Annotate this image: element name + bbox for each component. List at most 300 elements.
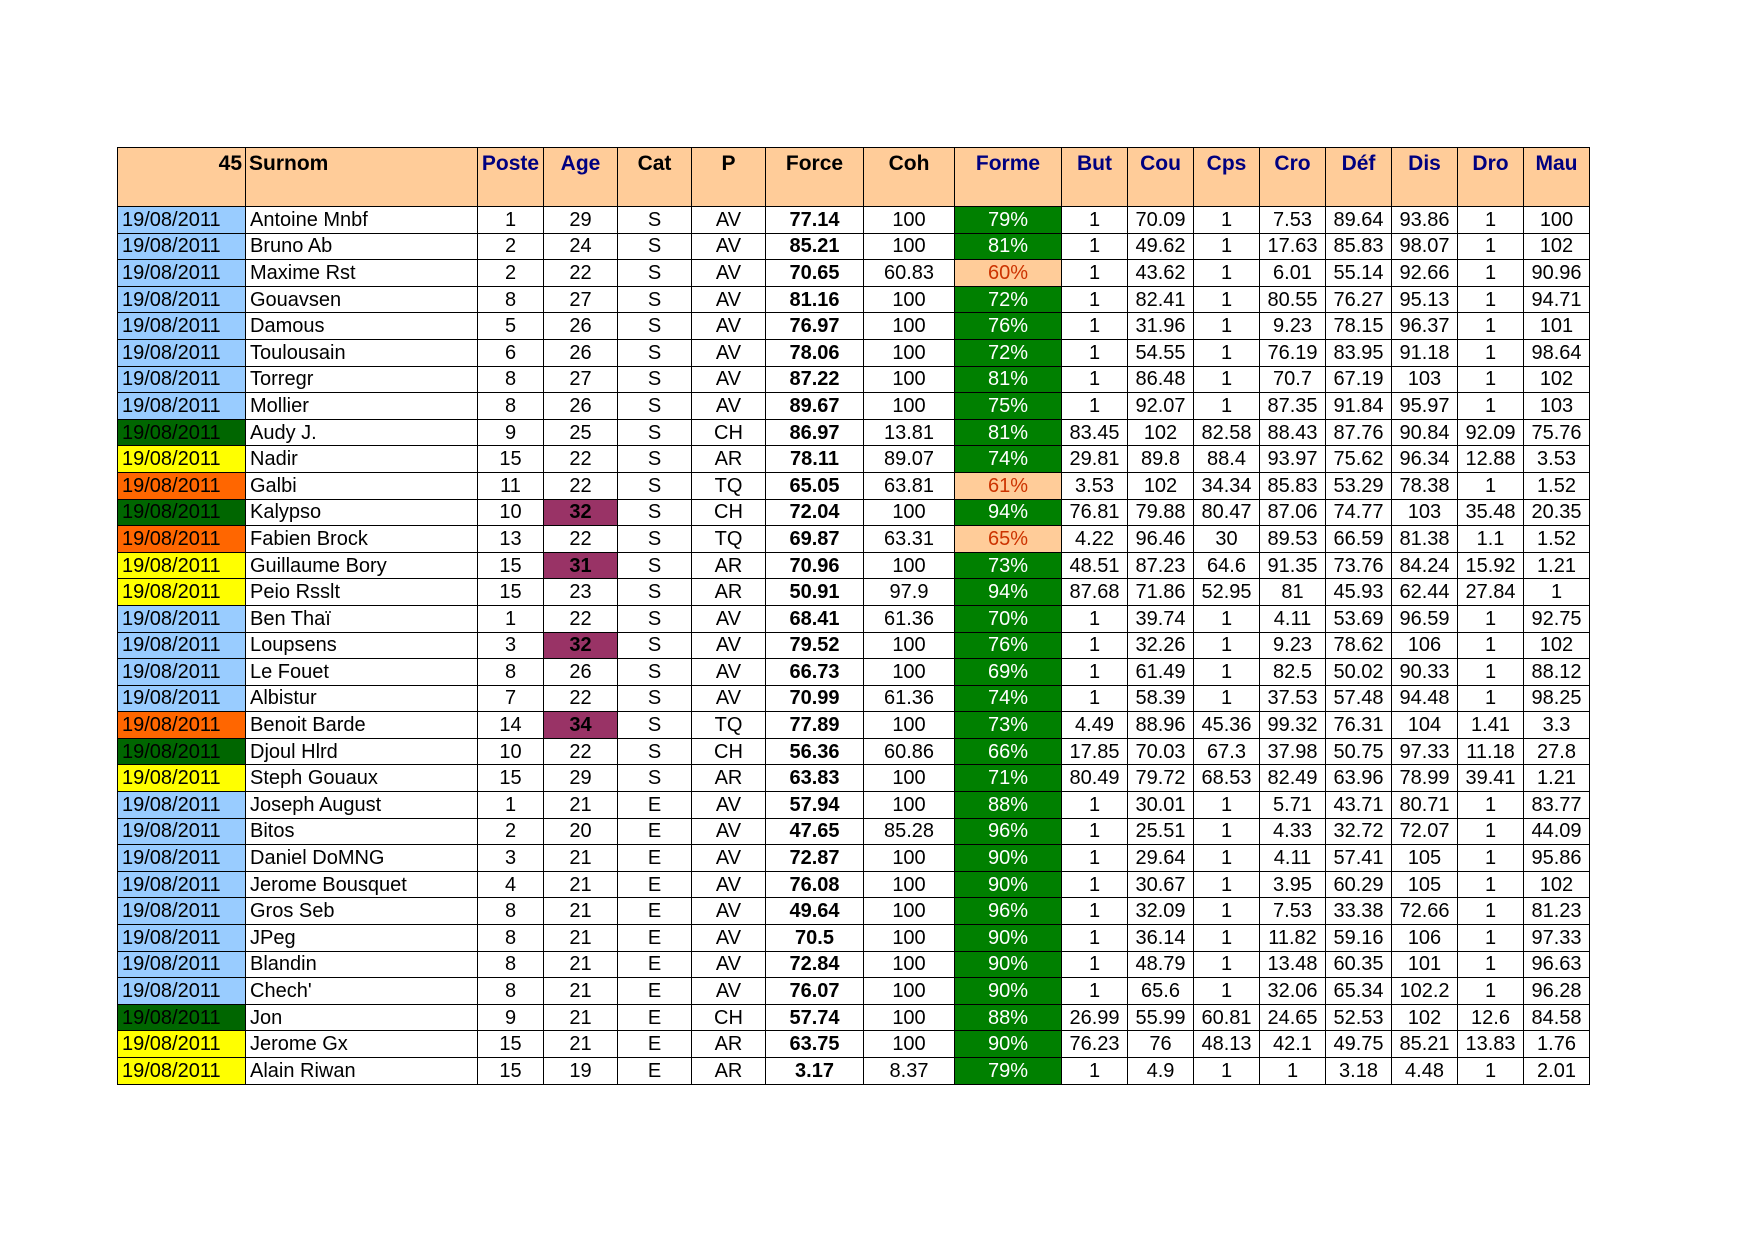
cell-def: 74.77 [1326, 499, 1392, 526]
cell-mau: 90.96 [1524, 260, 1590, 287]
cell-dis: 105 [1392, 871, 1458, 898]
cell-dro: 1 [1458, 871, 1524, 898]
cell-def: 67.19 [1326, 366, 1392, 393]
cell-cat: S [618, 765, 692, 792]
cell-age: 21 [544, 1004, 618, 1031]
cell-cps: 1 [1194, 685, 1260, 712]
cell-cat: S [618, 313, 692, 340]
cell-dro: 1 [1458, 366, 1524, 393]
cell-date: 19/08/2011 [118, 579, 246, 606]
cell-poste: 7 [478, 685, 544, 712]
cell-dis: 96.59 [1392, 605, 1458, 632]
cell-but: 1 [1062, 818, 1128, 845]
cell-coh: 60.83 [864, 260, 955, 287]
cell-def: 78.15 [1326, 313, 1392, 340]
cell-cro: 32.06 [1260, 978, 1326, 1005]
cell-force: 81.16 [766, 286, 864, 313]
table-row [118, 260, 1590, 287]
cell-cps: 1 [1194, 632, 1260, 659]
cell-cro: 1 [1260, 1058, 1326, 1085]
cell-date: 19/08/2011 [118, 871, 246, 898]
cell-dro: 1 [1458, 393, 1524, 420]
cell-cps: 52.95 [1194, 579, 1260, 606]
cell-cat: E [618, 1004, 692, 1031]
cell-p: AV [692, 845, 766, 872]
header-cat: Cat [618, 148, 692, 207]
cell-p: AV [692, 951, 766, 978]
table-row [118, 951, 1590, 978]
cell-p: AV [692, 978, 766, 1005]
cell-mau: 102 [1524, 366, 1590, 393]
cell-dro: 1 [1458, 632, 1524, 659]
cell-poste: 8 [478, 286, 544, 313]
cell-age: 29 [544, 765, 618, 792]
cell-cat: S [618, 260, 692, 287]
cell-dis: 72.66 [1392, 898, 1458, 925]
cell-forme: 81% [955, 233, 1062, 260]
cell-coh: 100 [864, 339, 955, 366]
cell-dro: 15.92 [1458, 552, 1524, 579]
cell-dis: 101 [1392, 951, 1458, 978]
cell-def: 57.48 [1326, 685, 1392, 712]
header-forme: Forme [955, 148, 1062, 207]
cell-dis: 94.48 [1392, 685, 1458, 712]
cell-date: 19/08/2011 [118, 659, 246, 686]
cell-date: 19/08/2011 [118, 738, 246, 765]
cell-poste: 8 [478, 951, 544, 978]
cell-cat: E [618, 845, 692, 872]
cell-coh: 100 [864, 659, 955, 686]
cell-cps: 1 [1194, 286, 1260, 313]
cell-cat: E [618, 951, 692, 978]
cell-surnom: Maxime Rst [246, 260, 478, 287]
cell-mau: 27.8 [1524, 738, 1590, 765]
cell-cat: S [618, 632, 692, 659]
cell-mau: 1.52 [1524, 526, 1590, 553]
cell-cou: 55.99 [1128, 1004, 1194, 1031]
cell-dis: 72.07 [1392, 818, 1458, 845]
cell-cps: 67.3 [1194, 738, 1260, 765]
cell-but: 26.99 [1062, 1004, 1128, 1031]
cell-cat: E [618, 1031, 692, 1058]
cell-force: 65.05 [766, 472, 864, 499]
cell-forme: 61% [955, 472, 1062, 499]
cell-def: 76.27 [1326, 286, 1392, 313]
cell-date: 19/08/2011 [118, 446, 246, 473]
cell-force: 76.97 [766, 313, 864, 340]
cell-poste: 15 [478, 446, 544, 473]
cell-poste: 2 [478, 233, 544, 260]
cell-dis: 92.66 [1392, 260, 1458, 287]
cell-coh: 100 [864, 286, 955, 313]
cell-force: 77.14 [766, 207, 864, 234]
cell-age: 22 [544, 605, 618, 632]
cell-forme: 81% [955, 419, 1062, 446]
cell-cps: 1 [1194, 233, 1260, 260]
cell-cou: 86.48 [1128, 366, 1194, 393]
cell-mau: 20.35 [1524, 499, 1590, 526]
cell-cou: 89.8 [1128, 446, 1194, 473]
cell-cro: 88.43 [1260, 419, 1326, 446]
cell-dis: 103 [1392, 499, 1458, 526]
cell-cro: 37.98 [1260, 738, 1326, 765]
cell-force: 3.17 [766, 1058, 864, 1085]
cell-date: 19/08/2011 [118, 605, 246, 632]
cell-cou: 92.07 [1128, 393, 1194, 420]
cell-def: 91.84 [1326, 393, 1392, 420]
cell-coh: 100 [864, 845, 955, 872]
cell-dro: 1 [1458, 313, 1524, 340]
cell-forme: 72% [955, 286, 1062, 313]
cell-dis: 4.48 [1392, 1058, 1458, 1085]
cell-forme: 76% [955, 632, 1062, 659]
cell-date: 19/08/2011 [118, 313, 246, 340]
cell-p: AV [692, 313, 766, 340]
cell-cat: S [618, 605, 692, 632]
cell-mau: 102 [1524, 871, 1590, 898]
cell-age: 21 [544, 845, 618, 872]
cell-cro: 11.82 [1260, 925, 1326, 952]
cell-but: 83.45 [1062, 419, 1128, 446]
cell-poste: 9 [478, 1004, 544, 1031]
cell-surnom: Damous [246, 313, 478, 340]
cell-surnom: Peio Rsslt [246, 579, 478, 606]
cell-age: 32 [544, 499, 618, 526]
cell-age: 27 [544, 286, 618, 313]
cell-poste: 8 [478, 366, 544, 393]
cell-cat: E [618, 898, 692, 925]
cell-age: 22 [544, 738, 618, 765]
cell-but: 1 [1062, 286, 1128, 313]
cell-coh: 100 [864, 712, 955, 739]
cell-mau: 1.21 [1524, 552, 1590, 579]
cell-cps: 1 [1194, 1058, 1260, 1085]
cell-p: CH [692, 419, 766, 446]
cell-age: 25 [544, 419, 618, 446]
cell-cps: 1 [1194, 898, 1260, 925]
cell-date: 19/08/2011 [118, 1058, 246, 1085]
cell-cro: 70.7 [1260, 366, 1326, 393]
cell-cat: E [618, 925, 692, 952]
cell-mau: 98.25 [1524, 685, 1590, 712]
cell-poste: 13 [478, 526, 544, 553]
cell-poste: 15 [478, 1058, 544, 1085]
cell-surnom: Audy J. [246, 419, 478, 446]
cell-age: 32 [544, 632, 618, 659]
cell-age: 27 [544, 366, 618, 393]
cell-force: 76.07 [766, 978, 864, 1005]
cell-age: 26 [544, 339, 618, 366]
cell-dro: 27.84 [1458, 579, 1524, 606]
cell-cou: 30.01 [1128, 792, 1194, 819]
cell-cou: 76 [1128, 1031, 1194, 1058]
cell-cps: 1 [1194, 339, 1260, 366]
cell-but: 3.53 [1062, 472, 1128, 499]
cell-def: 59.16 [1326, 925, 1392, 952]
cell-but: 1 [1062, 366, 1128, 393]
cell-poste: 4 [478, 871, 544, 898]
cell-cro: 13.48 [1260, 951, 1326, 978]
cell-poste: 15 [478, 1031, 544, 1058]
cell-but: 1 [1062, 792, 1128, 819]
cell-forme: 74% [955, 446, 1062, 473]
header-force: Force [766, 148, 864, 207]
table-row [118, 472, 1590, 499]
cell-forme: 94% [955, 499, 1062, 526]
cell-poste: 15 [478, 552, 544, 579]
cell-but: 1 [1062, 685, 1128, 712]
cell-p: AV [692, 685, 766, 712]
cell-dis: 81.38 [1392, 526, 1458, 553]
cell-p: CH [692, 738, 766, 765]
cell-dis: 106 [1392, 925, 1458, 952]
cell-date: 19/08/2011 [118, 845, 246, 872]
cell-mau: 1.52 [1524, 472, 1590, 499]
table-row [118, 765, 1590, 792]
cell-surnom: Nadir [246, 446, 478, 473]
cell-cro: 87.35 [1260, 393, 1326, 420]
cell-force: 78.06 [766, 339, 864, 366]
cell-cat: S [618, 712, 692, 739]
cell-mau: 98.64 [1524, 339, 1590, 366]
cell-def: 52.53 [1326, 1004, 1392, 1031]
cell-but: 1 [1062, 845, 1128, 872]
cell-cou: 25.51 [1128, 818, 1194, 845]
cell-cat: E [618, 792, 692, 819]
cell-dro: 12.88 [1458, 446, 1524, 473]
cell-dro: 1 [1458, 260, 1524, 287]
cell-coh: 61.36 [864, 685, 955, 712]
cell-poste: 10 [478, 738, 544, 765]
cell-p: AR [692, 1031, 766, 1058]
cell-but: 1 [1062, 339, 1128, 366]
cell-dro: 1 [1458, 792, 1524, 819]
cell-forme: 90% [955, 978, 1062, 1005]
cell-mau: 2.01 [1524, 1058, 1590, 1085]
cell-dro: 1 [1458, 951, 1524, 978]
cell-surnom: Mollier [246, 393, 478, 420]
cell-but: 48.51 [1062, 552, 1128, 579]
cell-age: 23 [544, 579, 618, 606]
cell-def: 78.62 [1326, 632, 1392, 659]
table-row [118, 632, 1590, 659]
cell-age: 21 [544, 898, 618, 925]
cell-def: 60.29 [1326, 871, 1392, 898]
cell-dro: 1 [1458, 286, 1524, 313]
cell-force: 70.65 [766, 260, 864, 287]
cell-forme: 71% [955, 765, 1062, 792]
header-def: Déf [1326, 148, 1392, 207]
cell-cps: 1 [1194, 260, 1260, 287]
cell-forme: 75% [955, 393, 1062, 420]
cell-forme: 96% [955, 818, 1062, 845]
cell-coh: 100 [864, 898, 955, 925]
header-count: 45 [118, 148, 246, 207]
cell-dis: 98.07 [1392, 233, 1458, 260]
cell-cat: S [618, 685, 692, 712]
cell-poste: 8 [478, 898, 544, 925]
cell-forme: 69% [955, 659, 1062, 686]
cell-date: 19/08/2011 [118, 765, 246, 792]
table-row [118, 1004, 1590, 1031]
cell-date: 19/08/2011 [118, 951, 246, 978]
cell-coh: 100 [864, 207, 955, 234]
cell-mau: 96.63 [1524, 951, 1590, 978]
cell-surnom: Jon [246, 1004, 478, 1031]
cell-surnom: Jerome Bousquet [246, 871, 478, 898]
cell-p: AV [692, 898, 766, 925]
cell-cou: 43.62 [1128, 260, 1194, 287]
cell-dro: 1 [1458, 207, 1524, 234]
cell-but: 1 [1062, 1058, 1128, 1085]
cell-coh: 85.28 [864, 818, 955, 845]
cell-age: 22 [544, 685, 618, 712]
header-but: But [1062, 148, 1128, 207]
cell-cro: 93.97 [1260, 446, 1326, 473]
cell-cou: 87.23 [1128, 552, 1194, 579]
cell-force: 86.97 [766, 419, 864, 446]
cell-mau: 83.77 [1524, 792, 1590, 819]
cell-cou: 102 [1128, 419, 1194, 446]
cell-cro: 3.95 [1260, 871, 1326, 898]
cell-forme: 66% [955, 738, 1062, 765]
cell-force: 76.08 [766, 871, 864, 898]
cell-force: 78.11 [766, 446, 864, 473]
cell-but: 76.81 [1062, 499, 1128, 526]
cell-date: 19/08/2011 [118, 632, 246, 659]
cell-date: 19/08/2011 [118, 472, 246, 499]
table-row [118, 1031, 1590, 1058]
header-poste: Poste [478, 148, 544, 207]
cell-dro: 1 [1458, 925, 1524, 952]
cell-cps: 68.53 [1194, 765, 1260, 792]
cell-age: 21 [544, 871, 618, 898]
cell-def: 76.31 [1326, 712, 1392, 739]
cell-coh: 61.36 [864, 605, 955, 632]
cell-cro: 76.19 [1260, 339, 1326, 366]
cell-def: 87.76 [1326, 419, 1392, 446]
cell-surnom: Torregr [246, 366, 478, 393]
cell-poste: 3 [478, 632, 544, 659]
cell-p: AR [692, 579, 766, 606]
cell-date: 19/08/2011 [118, 685, 246, 712]
cell-date: 19/08/2011 [118, 207, 246, 234]
cell-dro: 1 [1458, 472, 1524, 499]
table-row [118, 845, 1590, 872]
cell-cat: S [618, 659, 692, 686]
cell-p: AV [692, 207, 766, 234]
cell-cps: 1 [1194, 845, 1260, 872]
cell-surnom: Guillaume Bory [246, 552, 478, 579]
cell-cat: S [618, 446, 692, 473]
cell-cps: 1 [1194, 925, 1260, 952]
cell-cro: 17.63 [1260, 233, 1326, 260]
cell-cro: 89.53 [1260, 526, 1326, 553]
cell-forme: 73% [955, 712, 1062, 739]
cell-cro: 82.5 [1260, 659, 1326, 686]
cell-cro: 85.83 [1260, 472, 1326, 499]
cell-p: AV [692, 632, 766, 659]
cell-age: 22 [544, 260, 618, 287]
cell-force: 72.04 [766, 499, 864, 526]
table-row [118, 1058, 1590, 1085]
cell-age: 24 [544, 233, 618, 260]
cell-cou: 54.55 [1128, 339, 1194, 366]
cell-p: TQ [692, 712, 766, 739]
cell-force: 63.75 [766, 1031, 864, 1058]
table-row [118, 552, 1590, 579]
cell-coh: 100 [864, 951, 955, 978]
cell-cro: 99.32 [1260, 712, 1326, 739]
cell-coh: 100 [864, 978, 955, 1005]
table-row [118, 499, 1590, 526]
cell-dro: 1.1 [1458, 526, 1524, 553]
cell-force: 66.73 [766, 659, 864, 686]
cell-mau: 103 [1524, 393, 1590, 420]
cell-age: 26 [544, 659, 618, 686]
cell-date: 19/08/2011 [118, 1031, 246, 1058]
cell-def: 3.18 [1326, 1058, 1392, 1085]
cell-force: 72.87 [766, 845, 864, 872]
cell-dis: 96.34 [1392, 446, 1458, 473]
cell-date: 19/08/2011 [118, 339, 246, 366]
cell-surnom: JPeg [246, 925, 478, 952]
cell-cro: 9.23 [1260, 313, 1326, 340]
cell-forme: 72% [955, 339, 1062, 366]
cell-def: 33.38 [1326, 898, 1392, 925]
cell-cro: 4.11 [1260, 845, 1326, 872]
cell-dis: 95.13 [1392, 286, 1458, 313]
cell-coh: 100 [864, 313, 955, 340]
cell-mau: 100 [1524, 207, 1590, 234]
cell-cps: 1 [1194, 818, 1260, 845]
cell-mau: 3.3 [1524, 712, 1590, 739]
cell-cou: 82.41 [1128, 286, 1194, 313]
header-p: P [692, 148, 766, 207]
cell-cps: 1 [1194, 978, 1260, 1005]
cell-age: 31 [544, 552, 618, 579]
cell-cou: 32.09 [1128, 898, 1194, 925]
cell-date: 19/08/2011 [118, 1004, 246, 1031]
cell-dro: 1.41 [1458, 712, 1524, 739]
table-row [118, 738, 1590, 765]
cell-dis: 80.71 [1392, 792, 1458, 819]
cell-p: AV [692, 792, 766, 819]
table-row [118, 818, 1590, 845]
cell-surnom: Antoine Mnbf [246, 207, 478, 234]
cell-coh: 100 [864, 925, 955, 952]
table-row [118, 366, 1590, 393]
cell-cro: 37.53 [1260, 685, 1326, 712]
cell-cps: 45.36 [1194, 712, 1260, 739]
cell-date: 19/08/2011 [118, 712, 246, 739]
cell-surnom: Toulousain [246, 339, 478, 366]
cell-but: 1 [1062, 632, 1128, 659]
cell-def: 53.69 [1326, 605, 1392, 632]
cell-forme: 90% [955, 871, 1062, 898]
header-age: Age [544, 148, 618, 207]
cell-date: 19/08/2011 [118, 526, 246, 553]
cell-date: 19/08/2011 [118, 818, 246, 845]
cell-but: 1 [1062, 871, 1128, 898]
cell-but: 1 [1062, 659, 1128, 686]
header-cou: Cou [1128, 148, 1194, 207]
cell-dis: 103 [1392, 366, 1458, 393]
cell-p: TQ [692, 472, 766, 499]
cell-forme: 94% [955, 579, 1062, 606]
cell-dro: 1 [1458, 845, 1524, 872]
cell-mau: 97.33 [1524, 925, 1590, 952]
